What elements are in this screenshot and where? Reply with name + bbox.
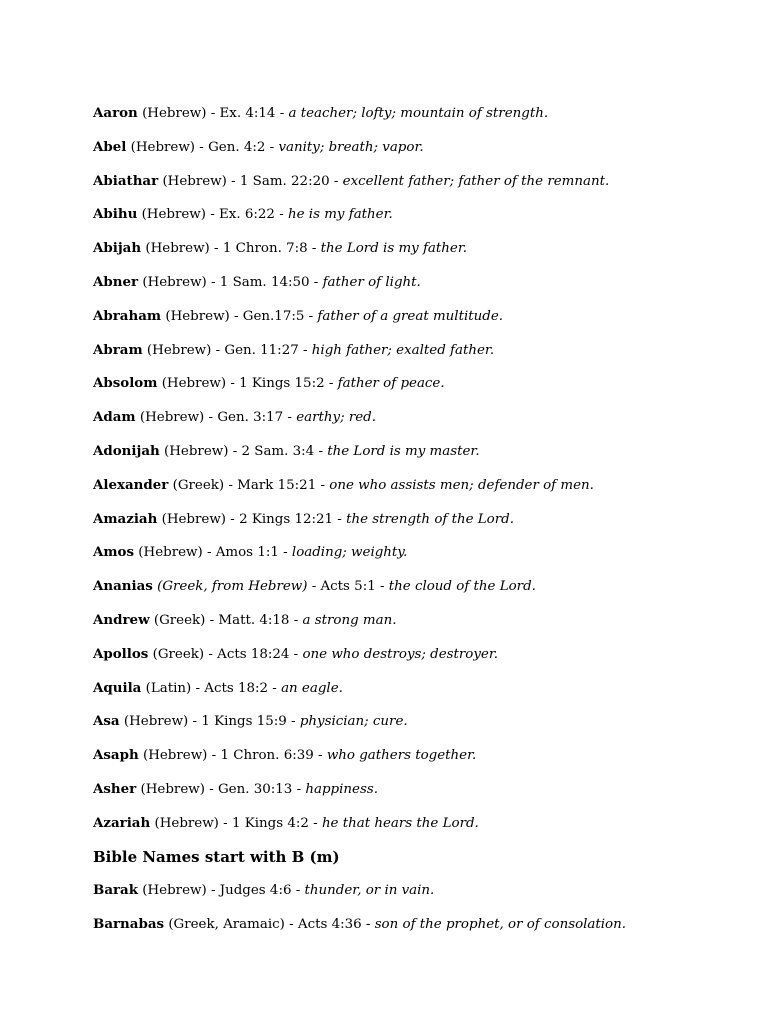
entry-reference: - Acts 4:36 - [284,917,375,933]
entry-name: Abel [93,138,127,155]
entry-origin: (Latin) [145,680,192,696]
name-entry-abraham [93,307,733,341]
name-entry-adonijah [93,442,733,476]
document-body [93,104,733,949]
entry-origin: (Hebrew) [164,443,229,459]
entry-reference: - 1 Kings 4:2 - [218,815,322,831]
entry-origin: (Hebrew) [138,545,203,561]
entry-origin: (Hebrew) [142,274,207,290]
entry-name: Abram [93,341,143,358]
entry-meaning: son of the prophet, or of consolation. [374,917,626,933]
name-entry-amos [93,543,733,577]
entry-reference: - 2 Sam. 3:4 - [228,443,328,459]
entry-meaning: one who destroys; destroyer. [302,646,499,662]
entry-meaning: physician; cure. [299,714,408,730]
entry-name: Andrew [93,611,150,628]
entry-meaning: vanity; breath; vapor. [278,139,424,155]
entry-reference: - Gen. 4:2 - [195,139,279,155]
entry-origin: (Hebrew) [145,241,210,257]
entry-meaning: the strength of the Lord. [346,511,514,527]
entry-origin: (Hebrew) [130,139,196,155]
entry-origin: (Hebrew) [142,748,208,764]
entry-reference: - 1 Kings 15:2 - [226,376,338,392]
name-entry-adam [93,408,733,442]
name-entry-asa [93,712,733,746]
entry-meaning: excellent father; father of the remnant. [342,173,610,189]
entry-reference: - Mark 15:21 - [224,477,330,493]
entry-origin: (Greek, Aramaic) [168,917,285,933]
entry-origin: (Hebrew) [162,173,227,189]
entry-reference: - Acts 5:1 - [307,579,389,595]
name-entry-abram [93,341,733,375]
entry-name: Aaron [93,105,138,121]
entry-meaning: an eagle. [281,680,343,696]
entry-reference: - Acts 18:2 - [191,680,282,696]
entry-origin: (Hebrew) [142,106,207,121]
entry-meaning: high father; exalted father. [311,342,495,358]
name-entry-barak [93,881,733,915]
entry-name: Adam [93,409,136,426]
entry-meaning: a strong man. [302,612,397,628]
entry-origin: (Hebrew) [123,714,189,730]
name-entry-apollos [93,645,733,679]
entry-origin: (Hebrew) [165,308,230,324]
name-entry-amaziah [93,510,733,544]
entry-reference: - 1 Sam. 22:20 - [226,173,343,189]
entry-origin: (Hebrew) [154,815,219,831]
entry-name: Alexander [93,476,169,493]
entry-reference: - Judges 4:6 - [206,883,305,899]
entry-name: Aquila [93,679,142,696]
entry-reference: - Ex. 6:22 - [206,207,288,223]
name-entry-abel [93,138,733,172]
name-entry-asaph [93,746,733,780]
entry-reference: - Matt. 4:18 - [205,612,303,628]
entry-origin: (Hebrew) [161,511,227,527]
entry-reference: - 1 Sam. 14:50 - [206,274,323,290]
name-entry-barnabas [93,915,733,949]
name-entry-azariah [93,814,733,848]
entry-meaning: father of peace. [337,376,445,392]
entry-name: Barak [93,882,139,899]
entry-name: Adonijah [93,442,160,459]
entry-reference: - 1 Chron. 6:39 - [207,748,327,764]
entry-meaning: father of a great multitude. [317,308,504,324]
entry-name: Abner [93,273,139,290]
entry-meaning: a teacher; lofty; mountain of strength. [288,106,549,121]
name-entry-aquila [93,679,733,713]
entry-origin: (Hebrew) [140,781,205,797]
section-heading-b: Bible Names start with B (m) [93,847,340,866]
entry-origin: (Hebrew) [161,376,227,392]
entry-name: Abraham [93,307,162,324]
name-entry-alexander [93,476,733,510]
entry-name: Asaph [93,747,139,764]
entry-name: Abiathar [93,172,159,189]
entry-reference: - Gen. 11:27 - [211,342,312,358]
name-entry-ananias [93,577,733,611]
entry-origin: (Hebrew) [141,207,206,223]
entry-reference: - 1 Chron. 7:8 - [209,241,321,257]
entry-origin: (Hebrew) [146,342,212,358]
entry-meaning: one who assists men; defender of men. [329,477,594,493]
entry-meaning: happiness. [305,781,378,797]
entry-origin: (Greek) [172,477,225,493]
entry-meaning: the Lord is my father. [320,241,468,257]
entry-name: Abijah [93,240,142,257]
name-entry-absolom [93,374,733,408]
entry-name: Azariah [93,814,151,831]
name-entry-abner [93,273,733,307]
entry-origin: (Greek, from Hebrew) [157,579,308,595]
entry-meaning: the cloud of the Lord. [388,579,536,595]
entry-meaning: earthy; red. [296,410,377,426]
entry-name: Amos [93,544,135,561]
entry-name: Abihu [93,206,138,223]
entry-meaning: he that hears the Lord. [321,815,479,831]
entry-meaning: the Lord is my master. [327,443,480,459]
entry-name: Asa [93,713,120,730]
entry-origin: (Greek) [152,646,205,662]
entry-name: Barnabas [93,916,165,933]
entry-meaning: he is my father. [288,207,393,223]
entry-meaning: thunder, or in vain. [304,883,435,899]
entry-reference: - Gen. 30:13 - [204,781,306,797]
entry-reference: - Ex. 4:14 - [206,106,289,121]
entry-reference: - 1 Kings 15:9 - [188,714,300,730]
entry-origin: (Hebrew) [142,883,207,899]
name-entry-asher [93,780,733,814]
entry-origin: (Hebrew) [139,410,205,426]
entry-reference: - Acts 18:24 - [204,646,303,662]
name-entry-abihu [93,205,733,239]
entry-meaning: father of light. [322,274,421,290]
name-entry-aaron [93,104,733,138]
entry-reference: - 2 Kings 12:21 - [226,511,347,527]
entry-reference: - Gen. 3:17 - [204,410,297,426]
entry-reference: - Amos 1:1 - [202,545,292,561]
entry-name: Absolom [93,375,158,392]
entry-meaning: loading; weighty. [291,545,408,561]
name-entry-andrew [93,611,733,645]
name-entry-abiathar [93,172,733,206]
entry-name: Asher [93,780,137,797]
entry-name: Ananias [93,578,153,595]
entry-name: Apollos [93,645,149,662]
name-entry-abijah [93,239,733,273]
entry-meaning: who gathers together. [326,748,477,764]
entry-name: Amaziah [93,510,158,527]
entry-origin: (Greek) [153,612,206,628]
entry-reference: - Gen.17:5 - [229,308,318,324]
